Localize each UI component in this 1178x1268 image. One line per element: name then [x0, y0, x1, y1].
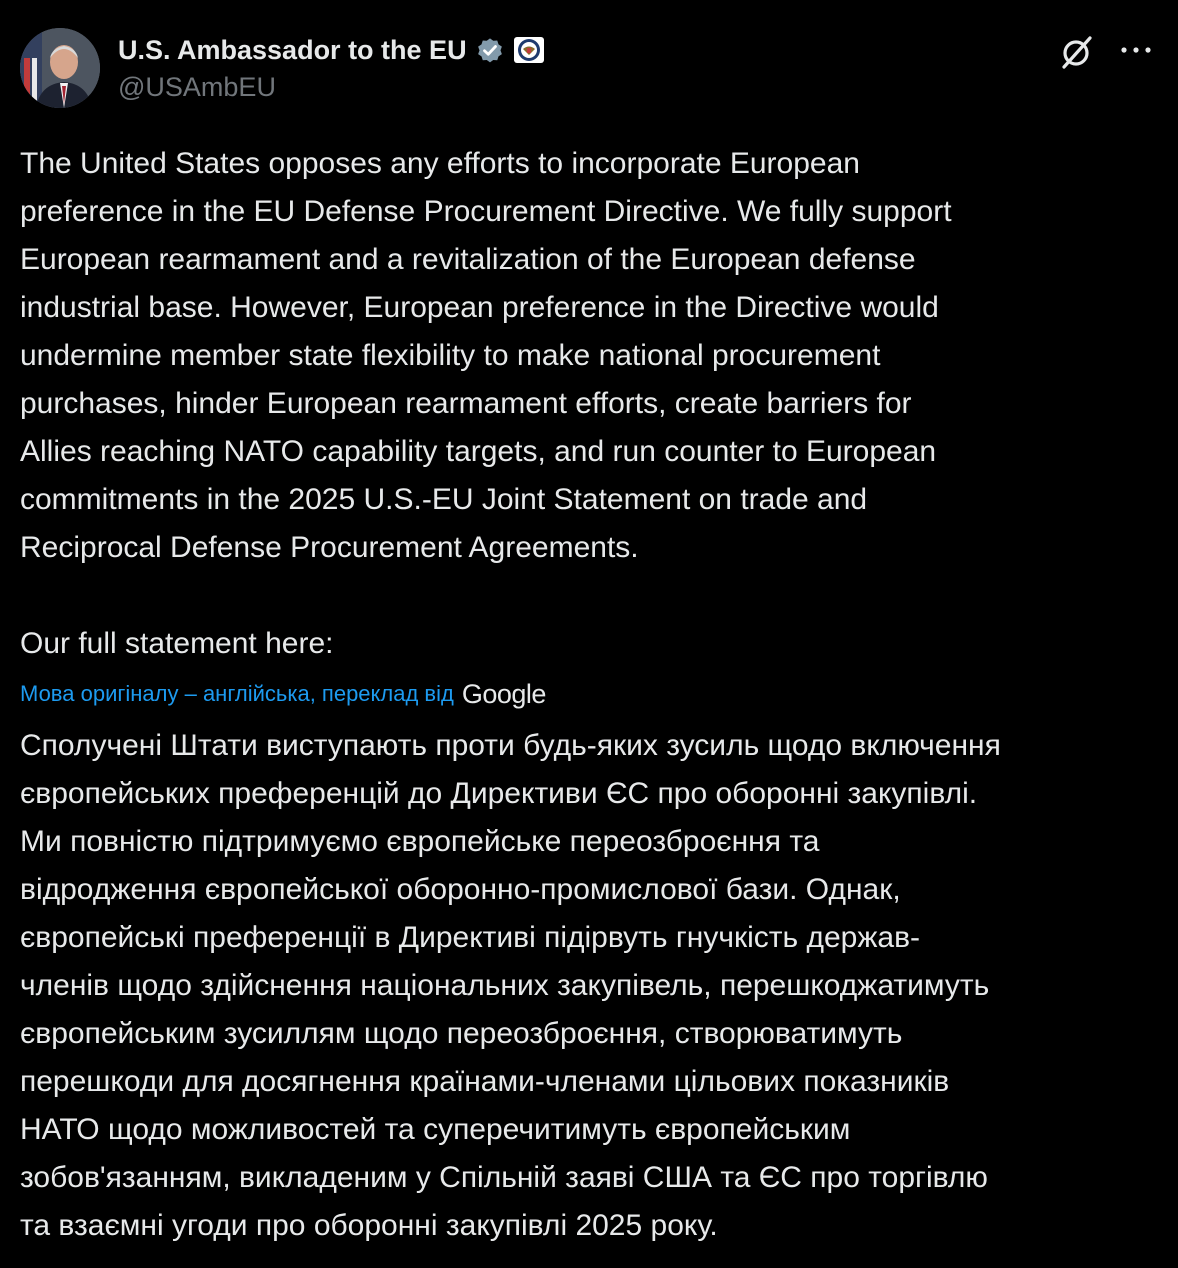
translation-attribution[interactable] — [20, 676, 546, 712]
us-state-department-seal-icon[interactable] — [513, 36, 545, 64]
verified-badge-icon[interactable] — [475, 35, 505, 65]
translation-label[interactable]: Мова оригіналу – англійська, переклад від — [20, 681, 454, 706]
display-name-row — [118, 30, 545, 70]
author-handle[interactable]: @USAmbEU — [118, 72, 276, 102]
author-names — [118, 30, 545, 103]
translated-post-text: Сполучені Штати виступають проти будь-яких зусиль щодо включення європейських преференцій до Директиви ЄС про оборонні закупівлі. Ми повністю підтримуємо європейське переозброєння та відродження європейської оборонно-промислової бази. Однак, європейські преференції в Директиві підірвуть гнучкість держав- членів щодо здійснення національних закупівель, перешкоджатимуть європейським зусиллям щодо переозброєння, створюватимуть перешкоди для досягнення країнами-членами цільових показників НАТО щодо можливостей та суперечитимуть європейським зобов'язанням, викладеним у Спільній заяві США та ЄС про торгівлю та взаємні угоди про оборонні закупівлі 2025 року. — [20, 729, 1001, 1242]
avatar-photo-icon — [20, 28, 100, 108]
google-logo: Google — [461, 678, 546, 709]
more-horizontal-icon[interactable] — [1116, 40, 1156, 60]
post-header — [20, 26, 1160, 110]
grok-icon[interactable] — [1056, 32, 1096, 72]
post-text: The United States opposes any efforts to incorporate European preference in the EU Defense Procurement Directive. We fully support European rearmament and a revitalization of the European defense industrial base. However, European preference in the Directive would undermine member state flexibility to make national procurement purchases, hinder European rearmament efforts, create barriers for Allies reaching NATO capability targets, and run counter to European commitments in the 2025 U.S.-EU Joint Statement on trade and Reciprocal Defense Procurement Agreements. Our full statement here: — [20, 147, 952, 660]
display-name[interactable]: U.S. Ambassador to the EU — [118, 34, 467, 65]
avatar[interactable] — [20, 28, 100, 108]
